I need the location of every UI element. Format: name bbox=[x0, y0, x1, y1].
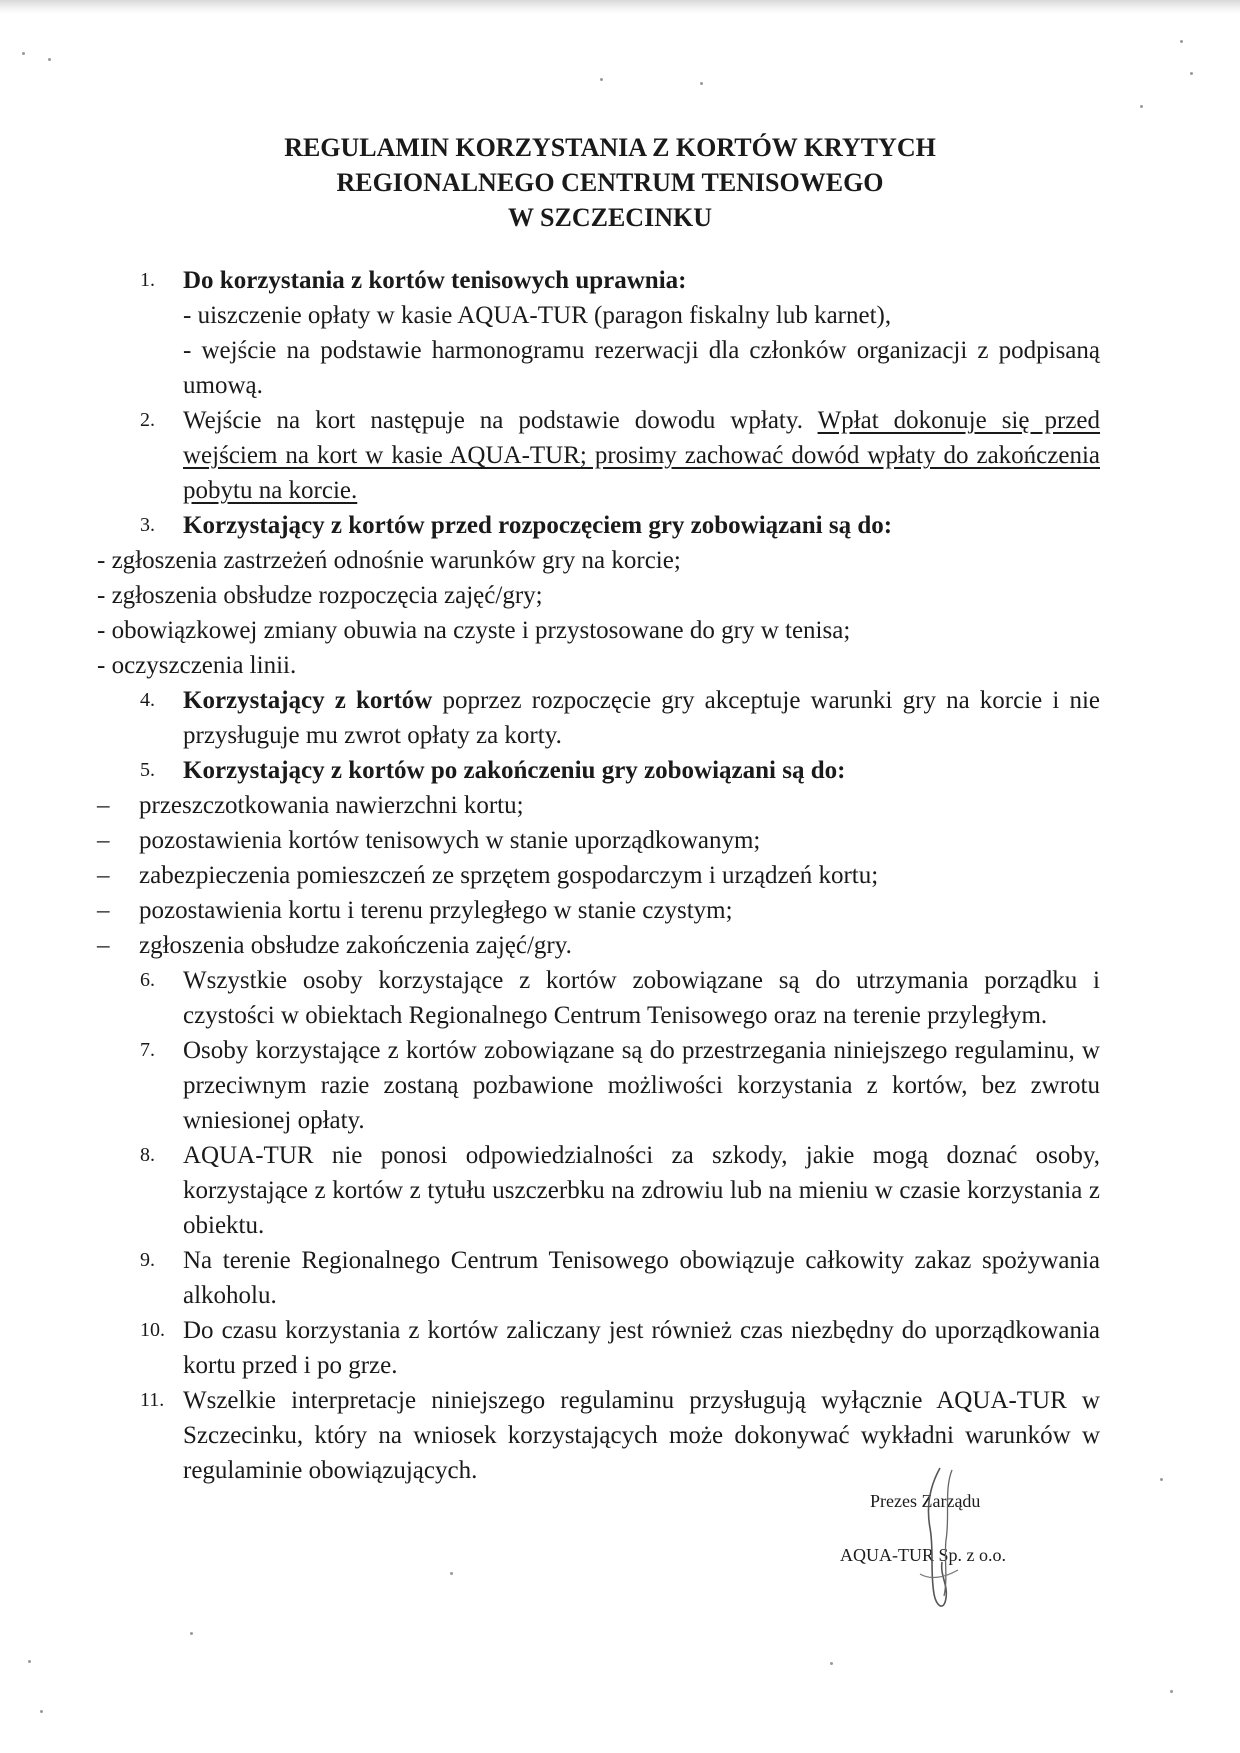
list-item: - uiszczenie opłaty w kasie AQUA-TUR (paragon fiskalny lub karnet), bbox=[183, 302, 892, 329]
dash-marker: – bbox=[97, 862, 110, 889]
rule-3-items-wrapper bbox=[97, 543, 1100, 683]
rule-5-items bbox=[97, 788, 1100, 963]
rule-number: 9. bbox=[140, 1249, 155, 1271]
list-item: - obowiązkowej zmiany obuwia na czyste i przystosowane do gry w tenisa; bbox=[97, 617, 851, 644]
rule-number: 3. bbox=[140, 514, 155, 536]
rule-text: AQUA-TUR nie ponosi odpowiedzialności za szkody, jakie mogą doznać osoby, korzystające z kortów z tytułu uszczerbku na zdrowiu lub na mieniu w czasie korzystania z obiektu. bbox=[183, 1142, 1100, 1239]
scan-speck bbox=[600, 78, 603, 81]
title-line-1: REGULAMIN KORZYSTANIA Z KORTÓW KRYTYCH bbox=[284, 133, 936, 162]
document-page bbox=[97, 130, 1101, 1488]
rule-number: 4. bbox=[140, 689, 155, 711]
scan-speck bbox=[1190, 72, 1193, 75]
rule-10 bbox=[140, 1313, 1100, 1383]
scan-speck bbox=[22, 52, 25, 55]
rule-1 bbox=[140, 263, 1100, 403]
rule-text: poprzez rozpoczęcie gry akceptuje warunki gry na korcie i nie przysługuje mu zwrot opłaty za korty. bbox=[183, 687, 1101, 749]
list-item-text: przeszczotkowania nawierzchni kortu; bbox=[139, 792, 524, 819]
rule-5 bbox=[140, 753, 1100, 788]
rule-3 bbox=[140, 508, 1100, 543]
title-line-2: REGIONALNEGO CENTRUM TENISOWEGO bbox=[336, 168, 884, 197]
document-title bbox=[140, 130, 1100, 235]
list-item: - oczyszczenia linii. bbox=[97, 652, 297, 679]
scan-speck bbox=[1140, 105, 1143, 108]
rule-text: Do czasu korzystania z kortów zaliczany jest również czas niezbędny do uporządkowania kortu przed i po grze. bbox=[183, 1317, 1100, 1379]
scan-speck bbox=[28, 1660, 31, 1663]
rule-number: 6. bbox=[140, 969, 155, 991]
rule-heading: Do korzystania z kortów tenisowych uprawnia: bbox=[183, 267, 687, 294]
rule-text: Na terenie Regionalnego Centrum Tenisowego obowiązuje całkowity zakaz spożywania alkoholu. bbox=[183, 1247, 1100, 1309]
dash-marker: – bbox=[97, 897, 110, 924]
rule-underlined-text: Wpłat dokonuje się przed wejściem na kort w kasie AQUA-TUR; prosimy zachować dowód wpłaty do zakończenia pobytu na korcie. bbox=[183, 407, 1100, 504]
signature-block bbox=[840, 1488, 1100, 1568]
dash-marker: – bbox=[97, 932, 110, 959]
rule-text: Osoby korzystające z kortów zobowiązane są do przestrzegania niniejszego regulaminu, w przeciwnym razie zostaną pozbawione możliwości korzystania z kortów, bez zwrotu wniesionej opłaty. bbox=[183, 1037, 1100, 1134]
rules-list bbox=[97, 263, 1101, 1488]
rule-number: 7. bbox=[140, 1039, 155, 1061]
list-item bbox=[97, 858, 1100, 893]
list-item-text: pozostawienia kortów tenisowych w stanie uporządkowanym; bbox=[139, 827, 761, 854]
dash-marker: – bbox=[97, 792, 110, 819]
rule-4 bbox=[140, 683, 1100, 753]
list-item: - zgłoszenia zastrzeżeń odnośnie warunków gry na korcie; bbox=[97, 547, 681, 574]
rule-text: Wejście na kort następuje na podstawie dowodu wpłaty. bbox=[183, 407, 803, 434]
rule-number: 5. bbox=[140, 759, 155, 781]
rule-8 bbox=[140, 1138, 1100, 1243]
list-item bbox=[97, 893, 1100, 928]
rule-6 bbox=[140, 963, 1100, 1033]
rule-heading: Korzystający z kortów po zakończeniu gry zobowiązani są do: bbox=[183, 757, 846, 784]
list-item-text: zgłoszenia obsłudze zakończenia zajęć/gry. bbox=[139, 932, 572, 959]
list-item-text: zabezpieczenia pomieszczeń ze sprzętem gospodarczym i urządzeń kortu; bbox=[139, 862, 879, 889]
rule-text: Wszelkie interpretacje niniejszego regulaminu przysługują wyłącznie AQUA-TUR w Szczecinku, który na wniosek korzystających może dokonywać wykładni warunków w regulaminie obowiązujących. bbox=[183, 1387, 1100, 1484]
signature-company: AQUA-TUR Sp. z o.o. bbox=[840, 1545, 1006, 1565]
scan-speck bbox=[48, 58, 51, 61]
rule-number: 10. bbox=[140, 1319, 165, 1341]
scan-speck bbox=[450, 1572, 453, 1575]
scan-speck bbox=[1180, 40, 1183, 43]
list-item-text: pozostawienia kortu i terenu przyległego w stanie czystym; bbox=[139, 897, 733, 924]
scan-speck bbox=[190, 1632, 193, 1635]
rule-heading: Korzystający z kortów przed rozpoczęciem gry zobowiązani są do: bbox=[183, 512, 893, 539]
rule-bold-text: Korzystający z kortów bbox=[183, 687, 433, 714]
list-item bbox=[97, 823, 1100, 858]
rule-7 bbox=[140, 1033, 1100, 1138]
list-item: - zgłoszenia obsłudze rozpoczęcia zajęć/gry; bbox=[97, 582, 543, 609]
rule-9 bbox=[140, 1243, 1100, 1313]
scan-speck bbox=[1170, 1690, 1173, 1693]
rule-number: 2. bbox=[140, 409, 155, 431]
dash-marker: – bbox=[97, 827, 110, 854]
scan-speck bbox=[1160, 1478, 1163, 1481]
list-item bbox=[97, 788, 1100, 823]
scan-speck bbox=[700, 82, 703, 85]
rule-number: 11. bbox=[140, 1389, 165, 1411]
rule-1-items bbox=[183, 298, 1100, 403]
rule-number: 8. bbox=[140, 1144, 155, 1166]
rule-3-items bbox=[97, 543, 1100, 683]
list-item bbox=[97, 928, 1100, 963]
signature-title: Prezes Zarządu bbox=[870, 1491, 981, 1511]
rule-5-items-wrapper bbox=[97, 788, 1100, 963]
title-line-3: W SZCZECINKU bbox=[508, 203, 712, 232]
rule-2 bbox=[140, 403, 1100, 508]
scan-speck bbox=[830, 1662, 833, 1665]
list-item: - wejście na podstawie harmonogramu rezerwacji dla członków organizacji z podpisaną umową. bbox=[183, 337, 1100, 399]
handwritten-signature bbox=[900, 1466, 980, 1616]
rule-number: 1. bbox=[140, 269, 155, 291]
scan-speck bbox=[40, 1710, 43, 1713]
rule-text: Wszystkie osoby korzystające z kortów zobowiązane są do utrzymania porządku i czystości w obiektach Regionalnego Centrum Tenisowego oraz na terenie przyległym. bbox=[183, 967, 1100, 1029]
scan-top-edge bbox=[0, 0, 1240, 14]
